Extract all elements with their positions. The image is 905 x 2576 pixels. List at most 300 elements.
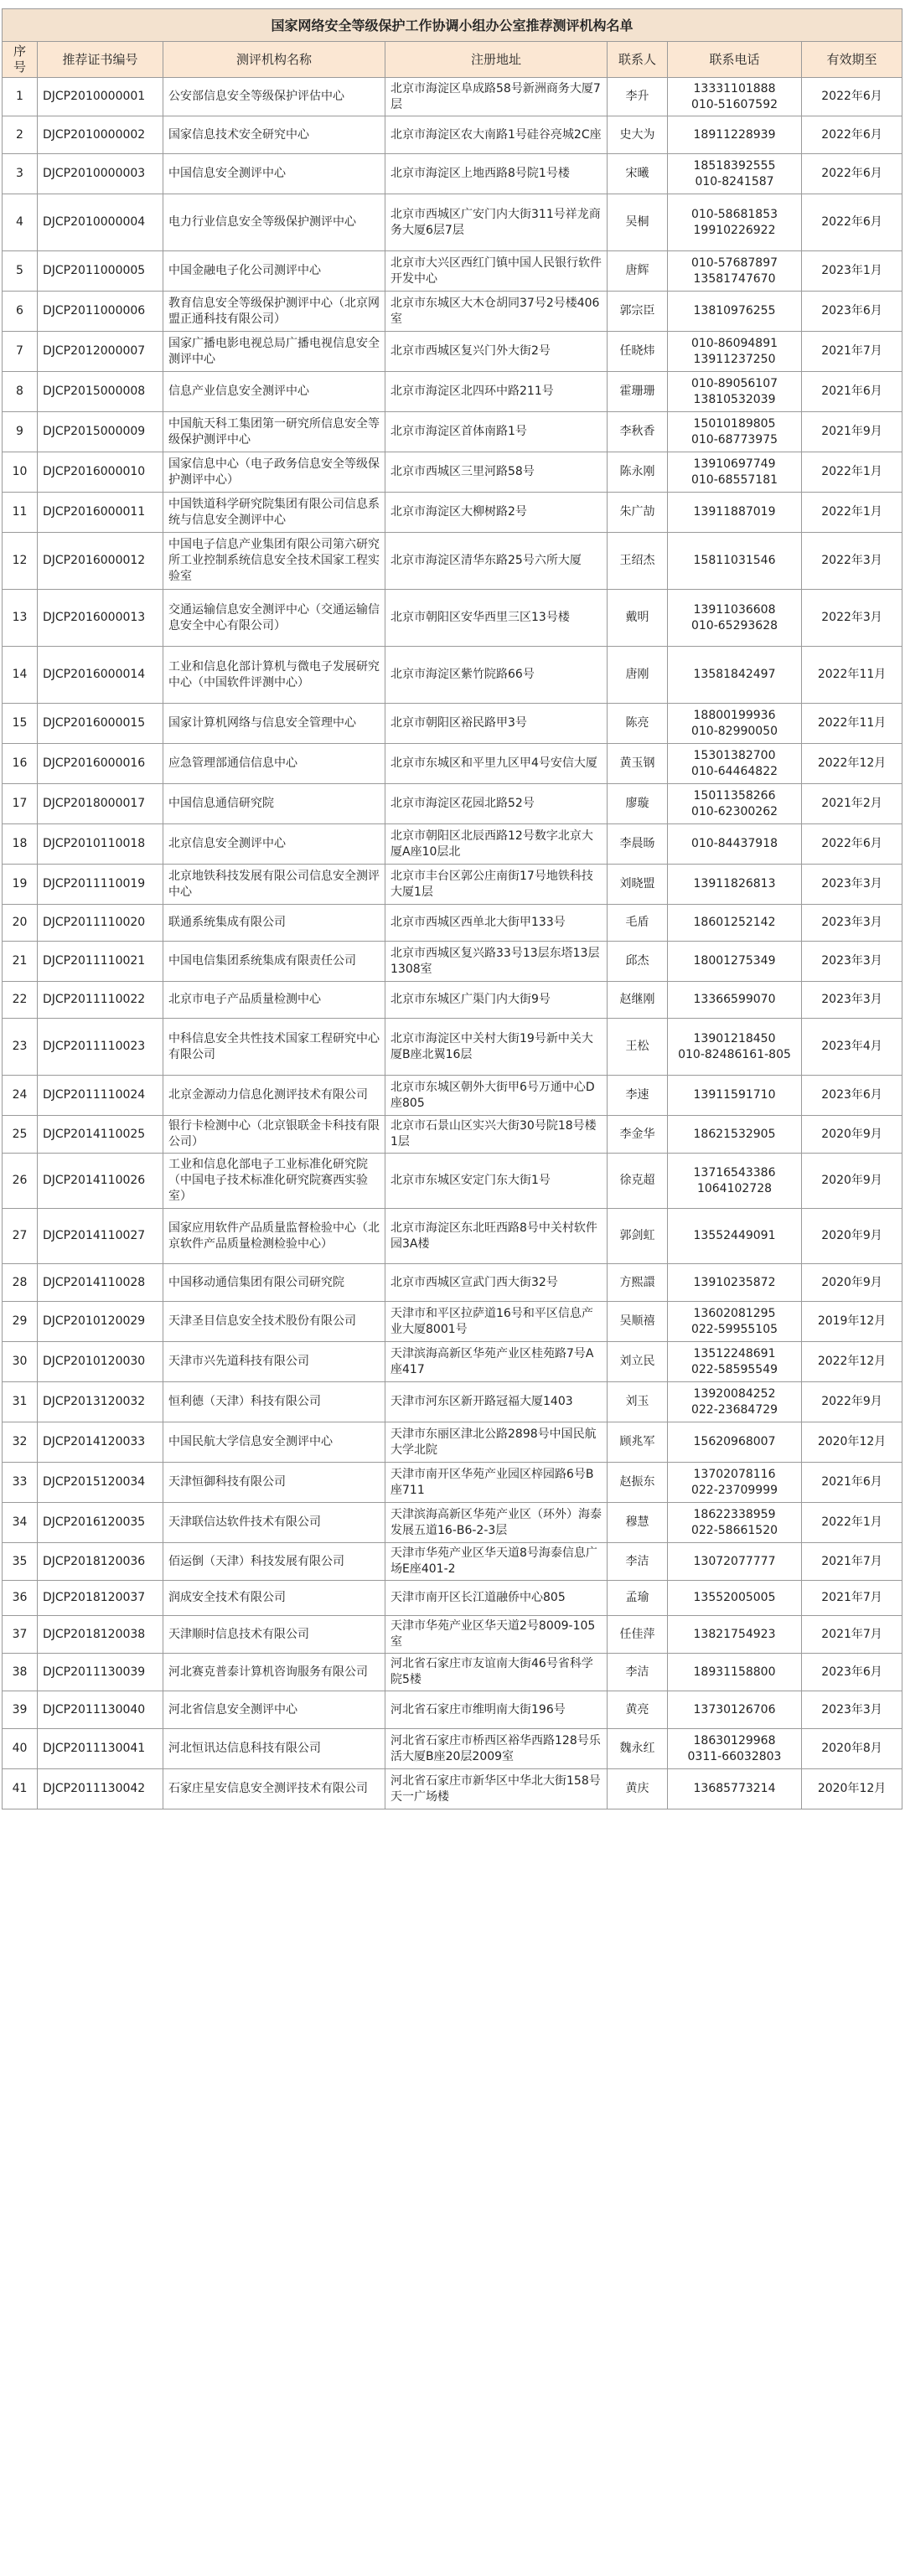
row-address: 北京市海淀区阜成路58号新洲商务大厦7层 bbox=[385, 78, 608, 116]
table-row bbox=[3, 1076, 902, 1116]
row-index: 35 bbox=[3, 1543, 38, 1581]
row-cert-code: DJCP2016120035 bbox=[38, 1503, 163, 1543]
row-contact: 方熙譞 bbox=[608, 1264, 668, 1302]
row-org-name: 中国移动通信集团有限公司研究院 bbox=[163, 1264, 385, 1302]
row-org-name: 联通系统集成有限公司 bbox=[163, 905, 385, 942]
row-valid-until: 2019年12月 bbox=[802, 1302, 902, 1342]
row-contact: 陈亮 bbox=[608, 704, 668, 744]
table-body bbox=[3, 78, 902, 1809]
row-contact: 顾兆军 bbox=[608, 1422, 668, 1463]
row-org-name: 天津顺时信息技术有限公司 bbox=[163, 1616, 385, 1654]
row-cert-code: DJCP2010120030 bbox=[38, 1342, 163, 1382]
row-phone: 010-89056107 13810532039 bbox=[668, 372, 802, 412]
row-org-name: 佰运倒（天津）科技发展有限公司 bbox=[163, 1543, 385, 1581]
row-valid-until: 2022年9月 bbox=[802, 1382, 902, 1422]
row-index: 38 bbox=[3, 1654, 38, 1691]
row-phone: 13901218450 010-82486161-805 bbox=[668, 1019, 802, 1076]
table-row bbox=[3, 744, 902, 784]
row-index: 2 bbox=[3, 116, 38, 154]
row-org-name: 中国信息通信研究院 bbox=[163, 784, 385, 824]
row-cert-code: DJCP2018000017 bbox=[38, 784, 163, 824]
row-org-name: 中国信息安全测评中心 bbox=[163, 154, 385, 194]
row-valid-until: 2023年3月 bbox=[802, 905, 902, 942]
row-phone: 13810976255 bbox=[668, 292, 802, 332]
header-address: 注册地址 bbox=[385, 42, 608, 78]
row-contact: 李晨旸 bbox=[608, 824, 668, 865]
row-contact: 霍珊珊 bbox=[608, 372, 668, 412]
row-phone: 18931158800 bbox=[668, 1654, 802, 1691]
row-contact: 李金华 bbox=[608, 1116, 668, 1154]
table-row bbox=[3, 1654, 902, 1691]
row-cert-code: DJCP2013120032 bbox=[38, 1382, 163, 1422]
row-cert-code: DJCP2014110026 bbox=[38, 1154, 163, 1209]
row-org-name: 中国民航大学信息安全测评中心 bbox=[163, 1422, 385, 1463]
row-contact: 徐克超 bbox=[608, 1154, 668, 1209]
row-cert-code: DJCP2011000006 bbox=[38, 292, 163, 332]
row-contact: 李洁 bbox=[608, 1654, 668, 1691]
row-index: 16 bbox=[3, 744, 38, 784]
row-org-name: 国家应用软件产品质量监督检验中心（北京软件产品质量检测检验中心） bbox=[163, 1209, 385, 1264]
row-address: 北京市石景山区实兴大街30号院18号楼1层 bbox=[385, 1116, 608, 1154]
row-index: 41 bbox=[3, 1769, 38, 1809]
row-address: 天津市和平区拉萨道16号和平区信息产业大厦8001号 bbox=[385, 1302, 608, 1342]
row-cert-code: DJCP2010000001 bbox=[38, 78, 163, 116]
table-row bbox=[3, 905, 902, 942]
row-address: 北京市朝阳区北辰西路12号数字北京大厦A座10层北 bbox=[385, 824, 608, 865]
row-phone: 18800199936 010-82990050 bbox=[668, 704, 802, 744]
row-cert-code: DJCP2014110027 bbox=[38, 1209, 163, 1264]
row-address: 天津市东丽区津北公路2898号中国民航大学北院 bbox=[385, 1422, 608, 1463]
row-cert-code: DJCP2011000005 bbox=[38, 251, 163, 292]
row-index: 31 bbox=[3, 1382, 38, 1422]
row-valid-until: 2022年12月 bbox=[802, 744, 902, 784]
table-row bbox=[3, 1503, 902, 1543]
header-contact: 联系人 bbox=[608, 42, 668, 78]
row-valid-until: 2020年12月 bbox=[802, 1769, 902, 1809]
row-phone: 13920084252 022-23684729 bbox=[668, 1382, 802, 1422]
row-cert-code: DJCP2011130041 bbox=[38, 1729, 163, 1769]
row-index: 29 bbox=[3, 1302, 38, 1342]
row-cert-code: DJCP2016000013 bbox=[38, 590, 163, 647]
row-org-name: 工业和信息化部电子工业标准化研究院（中国电子技术标准化研究院赛西实验室） bbox=[163, 1154, 385, 1209]
row-index: 32 bbox=[3, 1422, 38, 1463]
row-cert-code: DJCP2011110023 bbox=[38, 1019, 163, 1076]
row-address: 北京市海淀区首体南路1号 bbox=[385, 412, 608, 452]
row-index: 13 bbox=[3, 590, 38, 647]
row-contact: 吴桐 bbox=[608, 194, 668, 251]
row-address: 北京市西城区复兴门外大街2号 bbox=[385, 332, 608, 372]
row-cert-code: DJCP2015000008 bbox=[38, 372, 163, 412]
row-address: 北京市海淀区紫竹院路66号 bbox=[385, 647, 608, 704]
row-phone: 13716543386 1064102728 bbox=[668, 1154, 802, 1209]
row-index: 21 bbox=[3, 942, 38, 982]
row-contact: 李速 bbox=[608, 1076, 668, 1116]
table-row bbox=[3, 704, 902, 744]
row-org-name: 电力行业信息安全等级保护测评中心 bbox=[163, 194, 385, 251]
row-valid-until: 2022年6月 bbox=[802, 194, 902, 251]
row-address: 北京市西城区宣武门西大街32号 bbox=[385, 1264, 608, 1302]
row-org-name: 银行卡检测中心（北京银联金卡科技有限公司） bbox=[163, 1116, 385, 1154]
row-org-name: 信息产业信息安全测评中心 bbox=[163, 372, 385, 412]
table-row bbox=[3, 1019, 902, 1076]
row-cert-code: DJCP2014110025 bbox=[38, 1116, 163, 1154]
row-contact: 赵振东 bbox=[608, 1463, 668, 1503]
row-org-name: 天津圣目信息安全技术股份有限公司 bbox=[163, 1302, 385, 1342]
table-row bbox=[3, 784, 902, 824]
row-contact: 邱杰 bbox=[608, 942, 668, 982]
row-valid-until: 2022年6月 bbox=[802, 116, 902, 154]
row-index: 40 bbox=[3, 1729, 38, 1769]
row-org-name: 中国铁道科学研究院集团有限公司信息系统与信息安全测评中心 bbox=[163, 493, 385, 533]
row-contact: 赵继刚 bbox=[608, 982, 668, 1019]
row-address: 天津滨海高新区华苑产业区桂苑路7号A座417 bbox=[385, 1342, 608, 1382]
row-address: 河北省石家庄市新华区中华北大街158号天一广场楼 bbox=[385, 1769, 608, 1809]
row-contact: 宋曦 bbox=[608, 154, 668, 194]
row-org-name: 北京市电子产品质量检测中心 bbox=[163, 982, 385, 1019]
table-row bbox=[3, 1769, 902, 1809]
row-cert-code: DJCP2010000003 bbox=[38, 154, 163, 194]
row-phone: 18621532905 bbox=[668, 1116, 802, 1154]
table-row bbox=[3, 1264, 902, 1302]
row-phone: 13552449091 bbox=[668, 1209, 802, 1264]
row-org-name: 公安部信息安全等级保护评估中心 bbox=[163, 78, 385, 116]
row-valid-until: 2023年4月 bbox=[802, 1019, 902, 1076]
row-cert-code: DJCP2016000011 bbox=[38, 493, 163, 533]
row-address: 北京市海淀区花园北路52号 bbox=[385, 784, 608, 824]
row-cert-code: DJCP2018120036 bbox=[38, 1543, 163, 1581]
row-phone: 13331101888 010-51607592 bbox=[668, 78, 802, 116]
row-contact: 穆慧 bbox=[608, 1503, 668, 1543]
row-phone: 13685773214 bbox=[668, 1769, 802, 1809]
row-contact: 刘玉 bbox=[608, 1382, 668, 1422]
row-org-name: 国家信息技术安全研究中心 bbox=[163, 116, 385, 154]
row-valid-until: 2023年3月 bbox=[802, 942, 902, 982]
row-valid-until: 2022年6月 bbox=[802, 824, 902, 865]
row-index: 27 bbox=[3, 1209, 38, 1264]
row-contact: 王绍杰 bbox=[608, 533, 668, 590]
row-index: 15 bbox=[3, 704, 38, 744]
row-index: 28 bbox=[3, 1264, 38, 1302]
header-index: 序号 bbox=[3, 42, 38, 78]
row-cert-code: DJCP2011130039 bbox=[38, 1654, 163, 1691]
row-org-name: 中国电信集团系统集成有限责任公司 bbox=[163, 942, 385, 982]
row-address: 北京市东城区广渠门内大街9号 bbox=[385, 982, 608, 1019]
row-org-name: 教育信息安全等级保护测评中心（北京网盟正通科技有限公司） bbox=[163, 292, 385, 332]
row-index: 36 bbox=[3, 1581, 38, 1616]
row-index: 26 bbox=[3, 1154, 38, 1209]
row-index: 8 bbox=[3, 372, 38, 412]
row-valid-until: 2021年9月 bbox=[802, 412, 902, 452]
row-valid-until: 2022年3月 bbox=[802, 590, 902, 647]
row-cert-code: DJCP2011110019 bbox=[38, 865, 163, 905]
row-address: 北京市西城区广安门内大街311号祥龙商务大厦6层7层 bbox=[385, 194, 608, 251]
row-valid-until: 2020年12月 bbox=[802, 1422, 902, 1463]
row-index: 5 bbox=[3, 251, 38, 292]
table-row bbox=[3, 372, 902, 412]
table-row bbox=[3, 1616, 902, 1654]
row-valid-until: 2021年6月 bbox=[802, 372, 902, 412]
row-contact: 刘立民 bbox=[608, 1342, 668, 1382]
row-phone: 13072077777 bbox=[668, 1543, 802, 1581]
table-row bbox=[3, 982, 902, 1019]
row-cert-code: DJCP2014110028 bbox=[38, 1264, 163, 1302]
row-address: 河北省石家庄市桥西区裕华西路128号乐活大厦B座20层2009室 bbox=[385, 1729, 608, 1769]
row-contact: 毛盾 bbox=[608, 905, 668, 942]
row-valid-until: 2021年6月 bbox=[802, 1463, 902, 1503]
row-phone: 13911591710 bbox=[668, 1076, 802, 1116]
row-cert-code: DJCP2010120029 bbox=[38, 1302, 163, 1342]
row-valid-until: 2021年7月 bbox=[802, 1581, 902, 1616]
row-index: 25 bbox=[3, 1116, 38, 1154]
row-phone: 13702078116 022-23709999 bbox=[668, 1463, 802, 1503]
row-phone: 010-58681853 19910226922 bbox=[668, 194, 802, 251]
row-org-name: 北京地铁科技发展有限公司信息安全测评中心 bbox=[163, 865, 385, 905]
table-row bbox=[3, 1302, 902, 1342]
row-phone: 13911036608 010-65293628 bbox=[668, 590, 802, 647]
row-address: 北京市海淀区农大南路1号硅谷亮城2C座 bbox=[385, 116, 608, 154]
row-phone: 13552005005 bbox=[668, 1581, 802, 1616]
row-index: 9 bbox=[3, 412, 38, 452]
row-address: 北京市海淀区上地西路8号院1号楼 bbox=[385, 154, 608, 194]
row-valid-until: 2022年6月 bbox=[802, 154, 902, 194]
row-cert-code: DJCP2018120038 bbox=[38, 1616, 163, 1654]
table-row bbox=[3, 1463, 902, 1503]
row-org-name: 国家信息中心（电子政务信息安全等级保护测评中心） bbox=[163, 452, 385, 493]
header-phone: 联系电话 bbox=[668, 42, 802, 78]
row-cert-code: DJCP2010110018 bbox=[38, 824, 163, 865]
row-org-name: 天津联信达软件技术有限公司 bbox=[163, 1503, 385, 1543]
row-index: 19 bbox=[3, 865, 38, 905]
row-valid-until: 2023年3月 bbox=[802, 982, 902, 1019]
row-org-name: 天津恒御科技有限公司 bbox=[163, 1463, 385, 1503]
row-address: 天津滨海高新区华苑产业区（环外）海泰发展五道16-B6-2-3层 bbox=[385, 1503, 608, 1543]
row-index: 22 bbox=[3, 982, 38, 1019]
row-phone: 15620968007 bbox=[668, 1422, 802, 1463]
row-valid-until: 2022年11月 bbox=[802, 647, 902, 704]
row-index: 7 bbox=[3, 332, 38, 372]
row-contact: 郭剑虹 bbox=[608, 1209, 668, 1264]
row-address: 天津市南开区长江道融侨中心805 bbox=[385, 1581, 608, 1616]
table-row bbox=[3, 1729, 902, 1769]
row-contact: 戴明 bbox=[608, 590, 668, 647]
row-org-name: 应急管理部通信信息中心 bbox=[163, 744, 385, 784]
row-cert-code: DJCP2015000009 bbox=[38, 412, 163, 452]
row-phone: 010-84437918 bbox=[668, 824, 802, 865]
row-org-name: 国家广播电影电视总局广播电视信息安全测评中心 bbox=[163, 332, 385, 372]
table-row bbox=[3, 154, 902, 194]
table-row bbox=[3, 1154, 902, 1209]
row-org-name: 石家庄星安信息安全测评技术有限公司 bbox=[163, 1769, 385, 1809]
row-cert-code: DJCP2018120037 bbox=[38, 1581, 163, 1616]
row-org-name: 河北省信息安全测评中心 bbox=[163, 1691, 385, 1729]
row-contact: 李升 bbox=[608, 78, 668, 116]
row-contact: 唐辉 bbox=[608, 251, 668, 292]
table-row bbox=[3, 332, 902, 372]
row-phone: 18001275349 bbox=[668, 942, 802, 982]
row-cert-code: DJCP2011110021 bbox=[38, 942, 163, 982]
row-contact: 史大为 bbox=[608, 116, 668, 154]
row-phone: 13581842497 bbox=[668, 647, 802, 704]
row-org-name: 中国金融电子化公司测评中心 bbox=[163, 251, 385, 292]
table-row bbox=[3, 533, 902, 590]
row-contact: 廖璇 bbox=[608, 784, 668, 824]
row-phone: 13910235872 bbox=[668, 1264, 802, 1302]
row-org-name: 润成安全技术有限公司 bbox=[163, 1581, 385, 1616]
row-phone: 13910697749 010-68557181 bbox=[668, 452, 802, 493]
row-org-name: 交通运输信息安全测评中心（交通运输信息安全中心有限公司） bbox=[163, 590, 385, 647]
row-org-name: 恒利德（天津）科技有限公司 bbox=[163, 1382, 385, 1422]
row-index: 10 bbox=[3, 452, 38, 493]
row-index: 11 bbox=[3, 493, 38, 533]
row-valid-until: 2022年11月 bbox=[802, 704, 902, 744]
row-phone: 18622338959 022-58661520 bbox=[668, 1503, 802, 1543]
row-contact: 李洁 bbox=[608, 1543, 668, 1581]
row-cert-code: DJCP2011110022 bbox=[38, 982, 163, 1019]
row-org-name: 河北赛克普泰计算机咨询服务有限公司 bbox=[163, 1654, 385, 1691]
row-index: 33 bbox=[3, 1463, 38, 1503]
row-contact: 黄亮 bbox=[608, 1691, 668, 1729]
row-address: 河北省石家庄市友谊南大街46号省科学院5楼 bbox=[385, 1654, 608, 1691]
row-address: 北京市海淀区东北旺西路8号中关村软件园3A楼 bbox=[385, 1209, 608, 1264]
row-org-name: 国家计算机网络与信息安全管理中心 bbox=[163, 704, 385, 744]
row-address: 河北省石家庄市维明南大街196号 bbox=[385, 1691, 608, 1729]
row-valid-until: 2021年2月 bbox=[802, 784, 902, 824]
row-phone: 010-57687897 13581747670 bbox=[668, 251, 802, 292]
row-address: 天津市南开区华苑产业园区梓园路6号B座711 bbox=[385, 1463, 608, 1503]
row-org-name: 中科信息安全共性技术国家工程研究中心有限公司 bbox=[163, 1019, 385, 1076]
row-cert-code: DJCP2016000016 bbox=[38, 744, 163, 784]
row-cert-code: DJCP2010000002 bbox=[38, 116, 163, 154]
row-contact: 黄庆 bbox=[608, 1769, 668, 1809]
row-address: 北京市海淀区大柳树路2号 bbox=[385, 493, 608, 533]
row-cert-code: DJCP2016000015 bbox=[38, 704, 163, 744]
row-valid-until: 2020年9月 bbox=[802, 1209, 902, 1264]
row-phone: 13512248691 022-58595549 bbox=[668, 1342, 802, 1382]
row-valid-until: 2021年7月 bbox=[802, 1543, 902, 1581]
row-index: 30 bbox=[3, 1342, 38, 1382]
row-address: 北京市西城区复兴路33号13层东塔13层1308室 bbox=[385, 942, 608, 982]
row-address: 天津市华苑产业区华天道2号8009-105室 bbox=[385, 1616, 608, 1654]
row-index: 12 bbox=[3, 533, 38, 590]
row-index: 3 bbox=[3, 154, 38, 194]
row-address: 北京市海淀区北四环中路211号 bbox=[385, 372, 608, 412]
row-cert-code: DJCP2016000010 bbox=[38, 452, 163, 493]
row-index: 4 bbox=[3, 194, 38, 251]
row-contact: 黄玉钢 bbox=[608, 744, 668, 784]
row-org-name: 中国航天科工集团第一研究所信息安全等级保护测评中心 bbox=[163, 412, 385, 452]
row-cert-code: DJCP2010000004 bbox=[38, 194, 163, 251]
table-row bbox=[3, 1342, 902, 1382]
row-contact: 刘晓盟 bbox=[608, 865, 668, 905]
row-phone: 13730126706 bbox=[668, 1691, 802, 1729]
row-index: 1 bbox=[3, 78, 38, 116]
row-valid-until: 2022年1月 bbox=[802, 452, 902, 493]
row-phone: 010-86094891 13911237250 bbox=[668, 332, 802, 372]
header-org-name: 测评机构名称 bbox=[163, 42, 385, 78]
table-row bbox=[3, 647, 902, 704]
row-org-name: 天津市兴先道科技有限公司 bbox=[163, 1342, 385, 1382]
table-row bbox=[3, 1422, 902, 1463]
row-valid-until: 2020年9月 bbox=[802, 1116, 902, 1154]
table-row bbox=[3, 194, 902, 251]
table-title: 国家网络安全等级保护工作协调小组办公室推荐测评机构名单 bbox=[3, 9, 902, 42]
row-valid-until: 2023年6月 bbox=[802, 1076, 902, 1116]
row-phone: 13602081295 022-59955105 bbox=[668, 1302, 802, 1342]
row-phone: 13911826813 bbox=[668, 865, 802, 905]
row-cert-code: DJCP2016000012 bbox=[38, 533, 163, 590]
table-row bbox=[3, 78, 902, 116]
row-contact: 王松 bbox=[608, 1019, 668, 1076]
row-valid-until: 2023年1月 bbox=[802, 251, 902, 292]
row-valid-until: 2022年6月 bbox=[802, 78, 902, 116]
row-contact: 朱广劼 bbox=[608, 493, 668, 533]
row-address: 天津市河东区新开路冠福大厦1403 bbox=[385, 1382, 608, 1422]
row-contact: 任晓炜 bbox=[608, 332, 668, 372]
row-valid-until: 2022年3月 bbox=[802, 533, 902, 590]
table-row bbox=[3, 590, 902, 647]
row-phone: 15010189805 010-68773975 bbox=[668, 412, 802, 452]
row-index: 39 bbox=[3, 1691, 38, 1729]
row-phone: 18601252142 bbox=[668, 905, 802, 942]
row-cert-code: DJCP2016000014 bbox=[38, 647, 163, 704]
row-index: 34 bbox=[3, 1503, 38, 1543]
row-valid-until: 2022年12月 bbox=[802, 1342, 902, 1382]
row-phone: 18630129968 0311-66032803 bbox=[668, 1729, 802, 1769]
table-row bbox=[3, 1382, 902, 1422]
row-cert-code: DJCP2011130040 bbox=[38, 1691, 163, 1729]
table-row bbox=[3, 412, 902, 452]
row-index: 14 bbox=[3, 647, 38, 704]
row-valid-until: 2020年9月 bbox=[802, 1154, 902, 1209]
row-valid-until: 2023年6月 bbox=[802, 1654, 902, 1691]
row-address: 北京市东城区大木仓胡同37号2号楼406室 bbox=[385, 292, 608, 332]
table-row bbox=[3, 493, 902, 533]
row-org-name: 北京信息安全测评中心 bbox=[163, 824, 385, 865]
row-phone: 15011358266 010-62300262 bbox=[668, 784, 802, 824]
row-org-name: 工业和信息化部计算机与微电子发展研究中心（中国软件评测中心） bbox=[163, 647, 385, 704]
table-row bbox=[3, 1581, 902, 1616]
row-valid-until: 2022年1月 bbox=[802, 1503, 902, 1543]
row-index: 17 bbox=[3, 784, 38, 824]
row-contact: 陈永刚 bbox=[608, 452, 668, 493]
row-index: 24 bbox=[3, 1076, 38, 1116]
row-valid-until: 2021年7月 bbox=[802, 332, 902, 372]
row-valid-until: 2020年8月 bbox=[802, 1729, 902, 1769]
row-cert-code: DJCP2011130042 bbox=[38, 1769, 163, 1809]
row-org-name: 河北恒讯达信息科技有限公司 bbox=[163, 1729, 385, 1769]
table-row bbox=[3, 1116, 902, 1154]
row-contact: 魏永红 bbox=[608, 1729, 668, 1769]
row-phone: 13821754923 bbox=[668, 1616, 802, 1654]
row-phone: 13366599070 bbox=[668, 982, 802, 1019]
row-contact: 孟瑜 bbox=[608, 1581, 668, 1616]
table-row bbox=[3, 1209, 902, 1264]
table-row bbox=[3, 292, 902, 332]
table-row bbox=[3, 1543, 902, 1581]
row-valid-until: 2020年9月 bbox=[802, 1264, 902, 1302]
row-address: 北京市丰台区郭公庄南街17号地铁科技大厦1层 bbox=[385, 865, 608, 905]
row-address: 北京市西城区西单北大街甲133号 bbox=[385, 905, 608, 942]
table-row bbox=[3, 942, 902, 982]
row-org-name: 北京金源动力信息化测评技术有限公司 bbox=[163, 1076, 385, 1116]
row-phone: 13911887019 bbox=[668, 493, 802, 533]
table-row bbox=[3, 251, 902, 292]
row-cert-code: DJCP2014120033 bbox=[38, 1422, 163, 1463]
row-valid-until: 2021年7月 bbox=[802, 1616, 902, 1654]
row-valid-until: 2023年3月 bbox=[802, 865, 902, 905]
row-phone: 15811031546 bbox=[668, 533, 802, 590]
row-index: 20 bbox=[3, 905, 38, 942]
